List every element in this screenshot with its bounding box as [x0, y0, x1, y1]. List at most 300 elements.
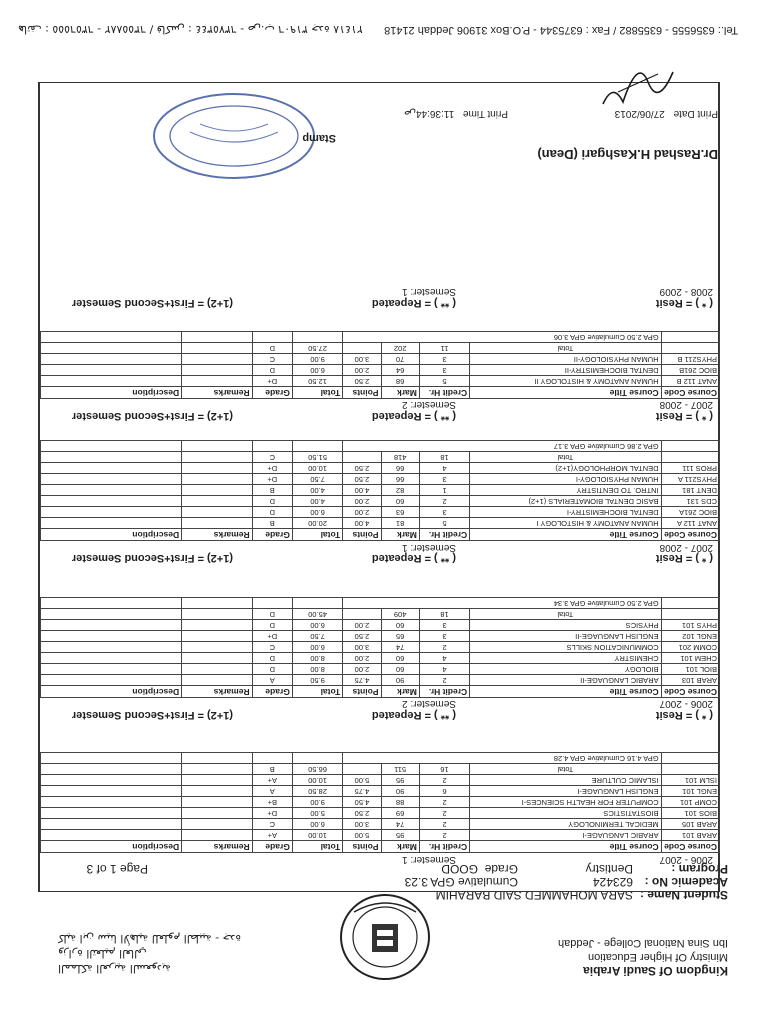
table-row [41, 664, 720, 675]
cell-total: 20.00 [292, 518, 342, 529]
cell-grade: C [252, 819, 292, 830]
cell-pts: 2.00 [343, 664, 381, 675]
table-row [41, 496, 720, 507]
cell-empty [41, 354, 182, 365]
cell-title: COMMUNICATION SKILLS [470, 642, 661, 653]
cell-cr: 2 [419, 797, 469, 808]
cell-code: ENGL 101 [661, 786, 719, 797]
column-header: Grade [252, 387, 292, 399]
grade-label: Grade [484, 862, 518, 876]
legend-repeated: ( ** ) = Repeated [371, 410, 456, 422]
stamp-label: Stamp [302, 132, 336, 144]
column-header: Grade [252, 841, 292, 853]
cell-title: ARABIC LANGUAGE-I [470, 830, 661, 841]
academic-year: 2006 - 2007 [659, 698, 713, 709]
total-mark: 202 [381, 343, 419, 354]
cell-title: BIOSTATISTICS [470, 808, 661, 819]
table-header-row [41, 387, 720, 399]
total-label: Total [470, 452, 661, 463]
cell-mark: 68 [381, 376, 419, 387]
cell-code: PROS 111 [661, 463, 719, 474]
semester-table [40, 597, 720, 698]
table-row [41, 797, 720, 808]
cell-mark: 95 [381, 830, 419, 841]
cell-grade: B [252, 518, 292, 529]
cell-empty [661, 753, 719, 764]
column-header: Credit Hr. [419, 686, 469, 698]
cell-empty [182, 518, 253, 529]
cell-cr: 3 [419, 474, 469, 485]
cell-grade: D [252, 507, 292, 518]
header-arabic-kingdom: المملكة العربية السعودية [58, 962, 171, 975]
cell-empty [41, 507, 182, 518]
college-logo-icon [332, 892, 438, 982]
cell-code: ARAB 105 [661, 819, 719, 830]
college-stamp-icon [150, 90, 318, 182]
cell-pts: 2.50 [343, 376, 381, 387]
table-row [41, 620, 720, 631]
table-row [41, 775, 720, 786]
cell-title: COMPUTER FOR HEALTH SCIENCES-I [470, 797, 661, 808]
cell-mark: 65 [381, 631, 419, 642]
column-header: Credit Hr. [419, 841, 469, 853]
cell-empty [182, 808, 253, 819]
legend-first-second: (1+2) = First+Second Semester [71, 709, 233, 721]
column-header: Remarks [182, 841, 253, 853]
table-header-row [41, 529, 720, 541]
cell-empty [182, 496, 253, 507]
cell-code: ANAT 112 A [661, 518, 719, 529]
table-row [41, 653, 720, 664]
academic-no-label: Academic No : [644, 875, 728, 889]
cell-code: BIOS 101 [661, 808, 719, 819]
cell-empty [41, 609, 182, 620]
cell-empty [41, 764, 182, 775]
cell-mark: 70 [381, 354, 419, 365]
cell-title: HUMAN PHYSIOLOGY-I [470, 474, 661, 485]
cell-cr: 3 [419, 365, 469, 376]
total-grade: D [252, 343, 292, 354]
cell-total: 28.50 [292, 786, 342, 797]
cell-pts: 3.00 [343, 354, 381, 365]
cell-empty [41, 376, 182, 387]
cell-grade: D+ [252, 808, 292, 819]
cell-empty [41, 819, 182, 830]
cell-grade: C [252, 354, 292, 365]
cell-empty [41, 343, 182, 354]
print-time-label: Print Time [462, 108, 508, 119]
column-header: Total [292, 686, 342, 698]
semester-label: Semester: 2 [402, 698, 456, 709]
cell-cr: 5 [419, 518, 469, 529]
cell-title: DENTAL MORPHOLOGY(1+2) [470, 463, 661, 474]
total-grade: B [252, 764, 292, 775]
column-header: Course Title [470, 686, 661, 698]
cell-total: 10.00 [292, 463, 342, 474]
cell-cr: 4 [419, 664, 469, 675]
cell-empty [41, 797, 182, 808]
cell-empty [41, 664, 182, 675]
cell-empty [343, 452, 381, 463]
cell-pts: 2.00 [343, 653, 381, 664]
cell-grade: B+ [252, 797, 292, 808]
semester-label: Semester: 1 [402, 854, 456, 865]
cell-empty [182, 343, 253, 354]
legend-repeated: ( ** ) = Repeated [371, 297, 456, 309]
total-label: Total [470, 343, 661, 354]
table-row [41, 786, 720, 797]
cell-empty [182, 452, 253, 463]
column-header: Course Code [661, 686, 719, 698]
cell-title: ENGLISH LANGUAGE-II [470, 631, 661, 642]
semester-label: Semester: 1 [402, 286, 456, 297]
cell-code: CHEM 101 [661, 653, 719, 664]
cell-cr: 2 [419, 675, 469, 686]
column-header: Mark [381, 686, 419, 698]
legend-resit: ( * ) = Resit [655, 297, 713, 309]
table-row [41, 631, 720, 642]
cell-empty [182, 797, 253, 808]
cell-empty [41, 474, 182, 485]
table-row [41, 642, 720, 653]
table-row [41, 518, 720, 529]
signature-icon [598, 62, 678, 112]
program-label: Program : [671, 862, 728, 876]
cell-mark: 90 [381, 675, 419, 686]
cell-title: HUMAN ANATOMY & HISTOLOGY I [470, 518, 661, 529]
cell-cr: 2 [419, 775, 469, 786]
cell-total: 6.00 [292, 620, 342, 631]
legend-first-second: (1+2) = First+Second Semester [71, 552, 233, 564]
table-header-row [41, 841, 720, 853]
cell-mark: 95 [381, 775, 419, 786]
cell-mark: 66 [381, 463, 419, 474]
cell-title: ARABIC LANGUAGE-II [470, 675, 661, 686]
total-mark: 511 [381, 764, 419, 775]
legend-resit: ( * ) = Resit [655, 709, 713, 721]
cell-grade: D [252, 365, 292, 376]
cell-empty [661, 332, 719, 343]
column-header: Remarks [182, 686, 253, 698]
cell-code: DENT 181 [661, 485, 719, 496]
cell-title: ISLAMIC CULTURE [470, 775, 661, 786]
total-grade: C [252, 452, 292, 463]
cell-cr: 3 [419, 507, 469, 518]
total-sum: 27.50 [292, 343, 342, 354]
cell-pts: 2.50 [343, 463, 381, 474]
table-row [41, 819, 720, 830]
total-cr: 11 [419, 343, 469, 354]
cell-total: 9.00 [292, 354, 342, 365]
cell-total: 10.00 [292, 830, 342, 841]
cell-empty [661, 343, 719, 354]
print-date [615, 108, 718, 119]
semester-table [40, 752, 720, 853]
column-header: Grade [252, 529, 292, 541]
cell-cr: 2 [419, 808, 469, 819]
cell-pts: 3.00 [343, 642, 381, 653]
cell-grade: D [252, 620, 292, 631]
header-ministry: Ministry Of Higher Education [588, 951, 728, 963]
column-header: Course Title [470, 529, 661, 541]
semester-table [40, 440, 720, 541]
cell-empty [182, 664, 253, 675]
column-header: Description [41, 841, 182, 853]
table-header-row [41, 686, 720, 698]
cell-code: BIOC 261B [661, 365, 719, 376]
cell-cr: 3 [419, 631, 469, 642]
cell-empty [292, 441, 342, 452]
cell-empty [41, 631, 182, 642]
cell-pts: 4.50 [343, 797, 381, 808]
academic-year: 2007 - 2008 [659, 399, 713, 410]
column-header: Course Code [661, 529, 719, 541]
print-date-label: Print Date [673, 108, 718, 119]
cell-empty [182, 675, 253, 686]
cgpa-value: 3.23 [404, 875, 428, 889]
header-arabic-ministry: وزارة التعليم العالي [58, 947, 147, 960]
cell-pts: 2.50 [343, 474, 381, 485]
academic-year: 2008 - 2009 [659, 286, 713, 297]
total-mark: 409 [381, 609, 419, 620]
cell-empty [182, 830, 253, 841]
cell-pts: 5.00 [343, 775, 381, 786]
cell-empty [182, 653, 253, 664]
cell-empty [41, 452, 182, 463]
cell-mark: 88 [381, 797, 419, 808]
legend-repeated: ( ** ) = Repeated [371, 709, 456, 721]
cell-pts: 2.50 [343, 808, 381, 819]
cell-empty [41, 598, 182, 609]
cell-pts: 4.00 [343, 485, 381, 496]
cell-title: INTRO. TO DENTISTRY [470, 485, 661, 496]
cell-mark: 60 [381, 653, 419, 664]
cell-empty [41, 775, 182, 786]
cell-mark: 66 [381, 474, 419, 485]
cell-title: CHEMISTRY [470, 653, 661, 664]
cell-empty [41, 332, 182, 343]
cell-empty [41, 365, 182, 376]
cell-empty [182, 753, 253, 764]
header-kingdom: Kingdom Of Saudi Arabia [583, 964, 728, 978]
column-header: Description [41, 686, 182, 698]
cell-total: 7.50 [292, 631, 342, 642]
cell-mark: 90 [381, 786, 419, 797]
cell-grade: A+ [252, 830, 292, 841]
cell-cr: 3 [419, 354, 469, 365]
table-row [41, 376, 720, 387]
cell-empty [182, 354, 253, 365]
column-header: Mark [381, 529, 419, 541]
page-number: Page 1 of 3 [86, 862, 148, 876]
cell-mark: 64 [381, 365, 419, 376]
academic-year: 2006 - 2007 [659, 854, 713, 865]
cell-code: BIOC 261A [661, 507, 719, 518]
table-row [41, 485, 720, 496]
cell-code: PHYS 101 [661, 620, 719, 631]
cell-grade: B [252, 485, 292, 496]
column-header: Credit Hr. [419, 387, 469, 399]
program-value: Dentistry [585, 862, 633, 876]
total-cr: 18 [419, 452, 469, 463]
table-total-row [41, 452, 720, 463]
cell-code: PHYS211 B [661, 354, 719, 365]
cell-grade: D [252, 664, 292, 675]
cell-empty [182, 598, 253, 609]
cell-total: 4.00 [292, 485, 342, 496]
cell-grade: A [252, 786, 292, 797]
cell-empty [182, 819, 253, 830]
cell-mark: 74 [381, 642, 419, 653]
cell-cr: 2 [419, 642, 469, 653]
total-grade: D [252, 609, 292, 620]
column-header: Course Code [661, 841, 719, 853]
cell-empty [41, 786, 182, 797]
student-name-value: SARA MOHAMMED SAID BARAHIM [435, 888, 633, 902]
cell-title: HUMAN PHYSIOLOGY-II [470, 354, 661, 365]
legend-first-second: (1+2) = First+Second Semester [71, 410, 233, 422]
cell-empty [182, 474, 253, 485]
column-header: Total [292, 841, 342, 853]
cell-title: PHYSICS [470, 620, 661, 631]
cell-total: 5.00 [292, 808, 342, 819]
grade-value: GOOD [441, 862, 478, 876]
cell-grade: D+ [252, 631, 292, 642]
cell-title: DENTAL BIOCHEMISTRY-II [470, 365, 661, 376]
cell-code: ARAB 103 [661, 675, 719, 686]
table-gpa-row [41, 332, 720, 343]
table-gpa-row [41, 753, 720, 764]
cell-empty [182, 775, 253, 786]
cell-empty [182, 507, 253, 518]
academic-no-value: 623424 [592, 875, 633, 889]
cell-cr: 6 [419, 786, 469, 797]
column-header: Credit Hr. [419, 529, 469, 541]
total-label: Total [470, 609, 661, 620]
cell-cr: 2 [419, 819, 469, 830]
cell-empty [252, 753, 292, 764]
table-row [41, 365, 720, 376]
total-sum: 45.00 [292, 609, 342, 620]
cell-empty [41, 753, 182, 764]
gpa-summary: GPA 2.50 Cumulative GPA 3.06 [343, 332, 661, 343]
column-header: Remarks [182, 387, 253, 399]
table-row [41, 830, 720, 841]
total-label: Total [470, 764, 661, 775]
cell-empty [41, 463, 182, 474]
cell-empty [41, 830, 182, 841]
cell-empty [661, 452, 719, 463]
total-cr: 16 [419, 764, 469, 775]
student-name-label: Student Name : [639, 888, 728, 902]
cell-empty [182, 609, 253, 620]
cell-empty [41, 808, 182, 819]
cell-empty [292, 332, 342, 343]
cell-empty [41, 496, 182, 507]
cell-cr: 1 [419, 485, 469, 496]
cell-grade: D+ [252, 376, 292, 387]
cell-code: CDS 131 [661, 496, 719, 507]
column-header: Mark [381, 841, 419, 853]
cell-cr: 2 [419, 830, 469, 841]
cell-empty [182, 786, 253, 797]
cell-total: 10.00 [292, 775, 342, 786]
header-college: Ibn Sina National College - Jeddah [557, 937, 728, 949]
cell-pts: 5.00 [343, 830, 381, 841]
cell-grade: A [252, 675, 292, 686]
cell-pts: 2.00 [343, 620, 381, 631]
cell-empty [182, 365, 253, 376]
total-mark: 418 [381, 452, 419, 463]
table-gpa-row [41, 598, 720, 609]
cell-pts: 3.00 [343, 819, 381, 830]
cell-empty [41, 675, 182, 686]
cell-empty [182, 463, 253, 474]
cell-total: 7.50 [292, 474, 342, 485]
cell-title: DENTAL BIOCHEMISTRY-I [470, 507, 661, 518]
table-row [41, 675, 720, 686]
cell-code: PHYS211 A [661, 474, 719, 485]
column-header: Points [343, 686, 381, 698]
cell-empty [182, 642, 253, 653]
cell-pts: 2.00 [343, 365, 381, 376]
cell-empty [252, 441, 292, 452]
cell-code: COMM 201 [661, 642, 719, 653]
cell-empty [41, 518, 182, 529]
cell-empty [661, 764, 719, 775]
column-header: Remarks [182, 529, 253, 541]
header-arabic-college: كلية ابن سينا الأهلية للعلوم الطبية - جدة [58, 932, 241, 945]
table-row [41, 507, 720, 518]
cell-cr: 5 [419, 376, 469, 387]
cell-title: BASIC DENTAL BIOMATERIALS (1+2) [470, 496, 661, 507]
cell-mark: 60 [381, 496, 419, 507]
semester-label: Semester: 1 [402, 542, 456, 553]
cell-code: ARAB 101 [661, 830, 719, 841]
cell-total: 12.50 [292, 376, 342, 387]
cell-grade: D [252, 653, 292, 664]
cell-empty [41, 653, 182, 664]
cell-total: 6.00 [292, 507, 342, 518]
header-english [558, 936, 728, 978]
cell-pts: 4.75 [343, 675, 381, 686]
cell-total: 8.00 [292, 653, 342, 664]
cell-total: 9.00 [292, 797, 342, 808]
cell-empty [661, 609, 719, 620]
cell-total: 8.00 [292, 664, 342, 675]
cell-mark: 74 [381, 819, 419, 830]
cell-mark: 81 [381, 518, 419, 529]
column-header: Course Title [470, 387, 661, 399]
cell-mark: 60 [381, 620, 419, 631]
column-header: Mark [381, 387, 419, 399]
cgpa-label: Cumulative GPA [430, 875, 518, 889]
table-row [41, 474, 720, 485]
dean-name: Dr.Rashad H.Kashgari (Dean) [537, 147, 718, 162]
legend-repeated: ( ** ) = Repeated [371, 552, 456, 564]
cell-code: ANAT 112 B [661, 376, 719, 387]
footer-contact-arabic: هاتف : ٦٣٥٦٥٥٥ - ٦٣٥٥٨٨٢ / فاكس : ٦٣٧٥٣٤٤ - ص.ب ٣١٩٠٦ جدة ٢١٤١٨ [18, 23, 363, 36]
cell-pts: 4.75 [343, 786, 381, 797]
cell-empty [343, 609, 381, 620]
gpa-summary: GPA 4.16 Cumulative GPA 4.28 [343, 753, 661, 764]
cell-cr: 4 [419, 653, 469, 664]
cell-total: 6.00 [292, 642, 342, 653]
cell-empty [41, 620, 182, 631]
column-header: Course Title [470, 841, 661, 853]
print-date-value: 27/06/2013 [614, 108, 665, 119]
table-gpa-row [41, 441, 720, 452]
